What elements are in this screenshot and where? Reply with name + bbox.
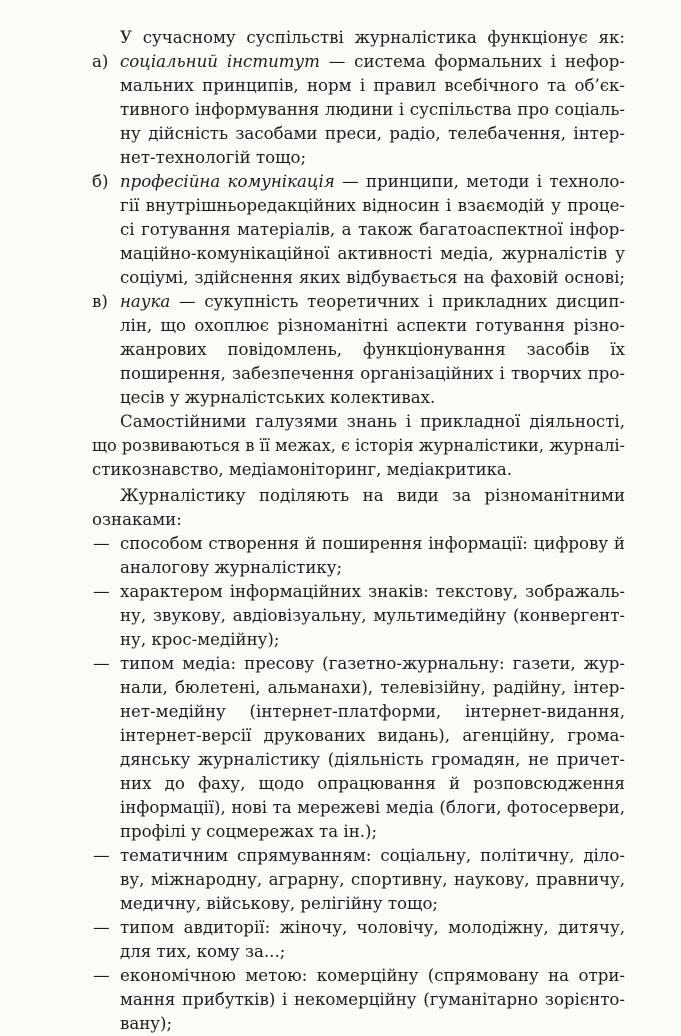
def-c-first-line [120, 290, 625, 314]
def-a-marker: а) [92, 52, 109, 71]
paragraph-line: ознаками: [92, 510, 182, 529]
def-a-first-line [120, 50, 625, 74]
bullet-line: дянську журналістику (діяльність громадян, не причет- [120, 750, 625, 769]
bullet-line: економічною метою: комерційну (спрямовану на отри- [120, 966, 625, 985]
bullet-line: аналогову журналістику; [120, 558, 343, 577]
paragraph-line: Самостійними галузями знань і прикладної діяльності, [120, 412, 625, 431]
def-c-line: поширення, забезпечення організаційних і творчих про- [120, 364, 625, 383]
bullet-line: типом медіа: пресову (газетно-журнальну: газети, жур- [120, 654, 625, 673]
bullet-line: тематичним спрямуванням: соціальну, політичну, діло- [120, 846, 625, 865]
def-a-term: соціальний інститут [120, 52, 320, 71]
def-c-term: наука [120, 292, 171, 311]
dash-marker: — [93, 534, 110, 553]
dash-marker: — [93, 846, 110, 865]
def-b-line: гії внутрішньоредакційних відносин і взаємодій у проце- [120, 196, 625, 215]
def-b-marker: б) [92, 172, 109, 191]
def-c-line: цесів у журналістських колективах. [120, 388, 436, 407]
bullet-line: нали, бюлетені, альманахи), телевізійну, радійну, інтер- [120, 678, 625, 697]
dash-marker: — [93, 918, 110, 937]
dash-marker: — [93, 966, 110, 985]
def-c-first-rest: — сукупність теоретичних і прикладних дисцип- [170, 292, 625, 311]
def-c-line: лін, що охоплює різноманітні аспекти готування різно- [120, 316, 625, 335]
bullet-line: нет-медійну (інтернет-платформи, інтернет-видання, [120, 702, 625, 721]
bullet-line: мання прибутків) і некомерційну (гуманітарно зорієнто- [120, 990, 625, 1009]
bullet-line: ну, крос-медійну); [120, 630, 280, 649]
bullet-line: вану); [120, 1014, 173, 1033]
def-b-line: маційно-комунікаційної активності медіа, журналістів у [120, 244, 625, 263]
def-b-line: соціумі, здійснення яких відбувається на фаховій основі; [120, 268, 625, 287]
def-b-first-line [120, 170, 625, 194]
def-a-line: мальних принципів, норм і правил всебічного та об’єк- [120, 76, 625, 95]
def-a-line: нет-технологій тощо; [120, 148, 307, 167]
bullet-line: типом авдиторії: жіночу, чоловічу, молодіжну, дитячу, [120, 918, 625, 937]
def-b-line: сі готування матеріалів, а також багатоаспектної інфор- [120, 220, 625, 239]
dash-marker: — [93, 654, 110, 673]
bullet-line: інформації), нові та мережеві медіа (блоги, фотосервери, [120, 798, 625, 817]
def-a-first-rest: — система формальних і нефор- [319, 52, 626, 71]
intro-line: У сучасному суспільстві журналістика функціонує як: [120, 28, 625, 47]
bullet-line: профілі у соцмережах та ін.); [120, 822, 378, 841]
bullet-line: ну, звукову, авдіовізуальну, мультимедійну (конвергент- [120, 606, 625, 625]
bullet-line: інтернет-версії друкованих видань), агенційну, грома- [120, 726, 625, 745]
paragraph-line: що розвиваються в її межах, є історія журналістики, журналі- [92, 436, 625, 455]
dash-marker: — [93, 582, 110, 601]
bullet-line: ву, міжнародну, аграрну, спортивну, наукову, правничу, [120, 870, 625, 889]
def-b-first-rest: — принципи, методи і техноло- [334, 172, 625, 191]
def-a-line: ну дійсність засобами преси, радіо, телебачення, інтер- [120, 124, 625, 143]
def-c-marker: в) [92, 292, 108, 311]
def-b-term: професійна комунікація [120, 172, 335, 191]
paragraph-line: Журналістику поділяють на види за різноманітними [120, 486, 625, 505]
def-a-line: тивного інформування людини і суспільства про соціаль- [120, 100, 625, 119]
bullet-line: медичну, військову, релігійну тощо; [120, 894, 439, 913]
bullet-line: них до фаху, щодо опрацювання й розповсюдження [120, 774, 625, 793]
bullet-line: характером інформаційних знаків: текстову, зображаль- [120, 582, 625, 601]
paragraph-line: стикознавство, медіамоніторинг, медіакритика. [92, 460, 512, 479]
bullet-line: для тих, кому за...; [120, 942, 286, 961]
bullet-line: способом створення й поширення інформації: цифрову й [120, 534, 625, 553]
def-c-line: жанрових повідомлень, функціонування засобів їх [120, 340, 625, 359]
